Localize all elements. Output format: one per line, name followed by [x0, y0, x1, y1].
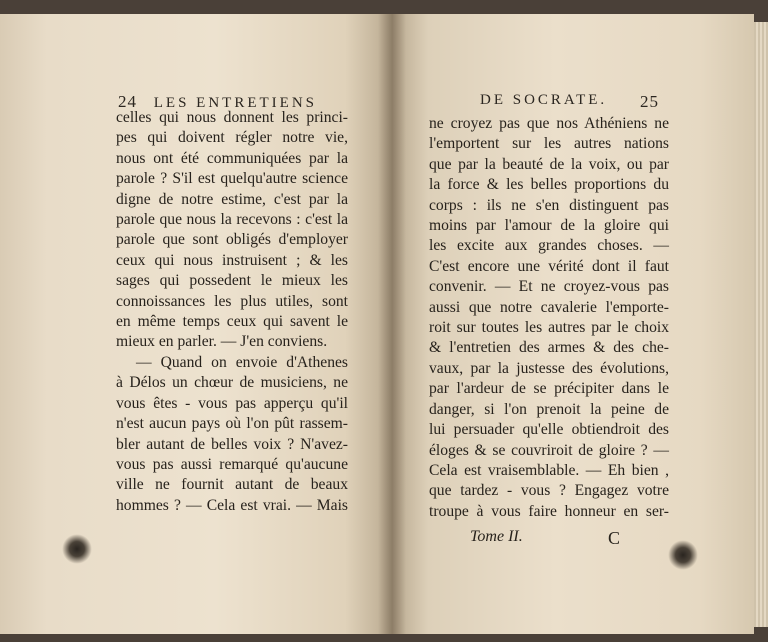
- text-line: les excite aux grandes choses. —: [429, 237, 669, 255]
- text-line: C'est encore une vérité dont il faut: [429, 257, 669, 275]
- text-line: que par la beauté de la voix, ou par: [429, 155, 669, 173]
- text-line: ville ne fournit autant de beaux: [116, 476, 348, 494]
- text-line: aussi que notre cavalerie l'emporte-: [429, 298, 669, 316]
- text-line: parole ? S'il est quelqu'autre science: [116, 170, 348, 188]
- text-line: bler autant de belles voix ? N'avez-: [116, 435, 348, 453]
- text-line: vous pas aussi remarqué qu'aucune: [116, 455, 348, 473]
- text-line: parole que sont obligés d'employer: [116, 231, 348, 249]
- right-page-number: 25: [640, 92, 659, 111]
- signature-mark: C: [608, 528, 621, 548]
- text-line: l'emportent sur les autres nations: [429, 135, 669, 153]
- text-line: corps : ils ne s'en distinguent pas: [429, 196, 669, 214]
- text-line: par l'ardeur de se précipiter dans le: [429, 380, 669, 398]
- signature-volume: Tome II.: [470, 528, 523, 545]
- page-edges: [754, 22, 768, 627]
- text-line: parole que nous la recevons : c'est la: [116, 211, 348, 229]
- text-line: vous êtes - vous pas apperçu qu'il: [116, 394, 348, 412]
- text-line: Cela est vraisemblable. — Eh bien ,: [429, 461, 669, 479]
- text-line: ne croyez pas que nos Athéniens ne: [429, 115, 669, 132]
- text-line: que tardez - vous ? Engagez votre: [429, 482, 669, 500]
- text-line: vaux, par la justesse des évolutions,: [429, 359, 669, 377]
- text-line: hommes ? — Cela est vrai. — Mais: [116, 496, 348, 514]
- text-line: & l'entretien des armes & des che-: [429, 339, 669, 357]
- text-line: roit sur toutes les autres par le choix: [429, 319, 669, 337]
- text-line: moins par l'amour de la gloire qui: [429, 217, 669, 235]
- left-page-text: [116, 108, 348, 516]
- text-line: la force & les belles proportions du: [429, 176, 669, 194]
- text-line: celles qui nous donnent les princi-: [116, 109, 348, 126]
- book-gutter: [378, 14, 406, 634]
- text-line: digne de notre estime, c'est par la: [116, 190, 348, 208]
- text-line: troupe à vous faire honneur en ser-: [429, 502, 669, 520]
- text-line: lui persuader qu'elle obtiendroit des: [429, 421, 669, 439]
- text-line: ceux qui nous instruisent ; & les: [116, 251, 348, 269]
- right-running-head: DE SOCRATE.: [480, 92, 608, 108]
- text-line: pes qui doivent régler notre vie,: [116, 129, 348, 147]
- left-running-head: LES ENTRETIENS: [153, 95, 317, 111]
- text-line: n'est aucun pays où l'on pût rassem-: [116, 415, 348, 433]
- ink-stain-left: [62, 534, 92, 564]
- text-line: à Délos un chœur de musiciens, ne: [116, 374, 348, 392]
- text-line: en même temps ceux qui savent le: [116, 313, 348, 331]
- text-line: nous ont été communiquées par la: [116, 149, 348, 167]
- right-page-text: [429, 114, 669, 522]
- text-line: éloges & se couvriroit de gloire ? —: [429, 441, 669, 459]
- text-line: connoissances les plus utiles, sont: [116, 292, 348, 310]
- text-line: sages qui possedent le mieux les: [116, 272, 348, 290]
- right-page-header: [480, 92, 607, 109]
- text-line: danger, si l'on prenoit la peine de: [429, 400, 669, 418]
- text-line: mieux en parler. — J'en conviens.: [116, 333, 328, 351]
- text-line: convenir. — Et ne croyez-vous pas: [429, 278, 669, 296]
- ink-stain-right: [668, 540, 698, 570]
- left-page-number: 24: [118, 92, 137, 111]
- text-line: — Quand on envoie d'Athenes: [136, 353, 348, 371]
